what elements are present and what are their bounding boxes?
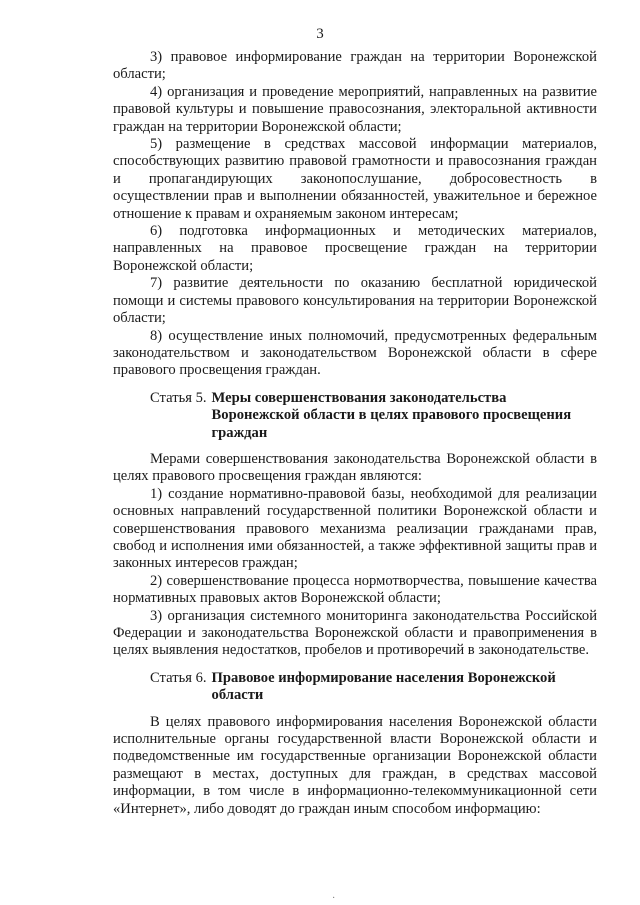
article-title: Меры совершенствования законодательства Воронежской области в целях правового просвещения граждан (211, 389, 572, 441)
article-label: Статья 6. (150, 669, 207, 686)
article-paragraph: Мерами совершенствования законодательства Воронежской области в целях правового просвещения граждан являются: (113, 450, 597, 485)
list-item: 8) осуществление иных полномочий, предусмотренных федеральным законодательством и законодательством Воронежской области в сфере правового просвещения граждан. (113, 327, 597, 379)
article-paragraph: В целях правового информирования населения Воронежской области исполнительные органы государственной власти Воронежской области и подведомственные им государственные организации Воронежской области размещают в местах, доступных для граждан, в средствах массовой информации, в том числе в информационно-телекоммуникационной сети «Интернет», либо доводят до граждан иным способом информацию: (113, 713, 597, 817)
list-item: 3) правовое информирование граждан на территории Воронежской области; (113, 49, 597, 83)
scan-mark: · (332, 893, 336, 904)
article-6-heading (113, 670, 597, 705)
article-paragraph: 1) создание нормативно-правовой базы, необходимой для реализации основных направлений государственной политики Воронежской области и совершенствования правового механизма реализации гражданами прав, свобод и исполнения ими обязанностей, а также эффективной защиты прав и законных интересов граждан; (113, 485, 597, 572)
list-item: 7) развитие деятельности по оказанию бесплатной юридической помощи и системы правового консультирования на территории Воронежской области; (113, 275, 597, 327)
article-5-heading (113, 390, 597, 442)
article-paragraph: 3) организация системного мониторинга законодательства Российской Федерации и законодательства Воронежской области и правоприменения в целях выявления недостатков, пробелов и противоречий в законодательстве. (113, 607, 597, 659)
list-item: 4) организация и проведение мероприятий, направленных на развитие правовой культуры и повышение правосознания, электоральной активности граждан на территории Воронежской области; (113, 83, 597, 135)
article-paragraph: 2) совершенствование процесса нормотворчества, повышение качества нормативных правовых актов Воронежской области; (113, 572, 597, 607)
article-label: Статья 5. (150, 389, 207, 406)
article-title: Правовое информирование населения Воронежской области (211, 669, 556, 704)
list-item: 5) размещение в средствах массовой информации материалов, способствующих развитию правовой грамотности и правосознания граждан и пропагандирующих законопослушание, добросовестность в осуществлении прав и выполнении обязанностей, уважительное и бережное отношение к правам и охраняемым законом интересам; (113, 136, 597, 222)
page-number: 3 (316, 26, 324, 42)
document-body (113, 49, 597, 818)
list-item: 6) подготовка информационных и методических материалов, направленных на правовое просвещение граждан на территории Воронежской области; (113, 223, 597, 274)
